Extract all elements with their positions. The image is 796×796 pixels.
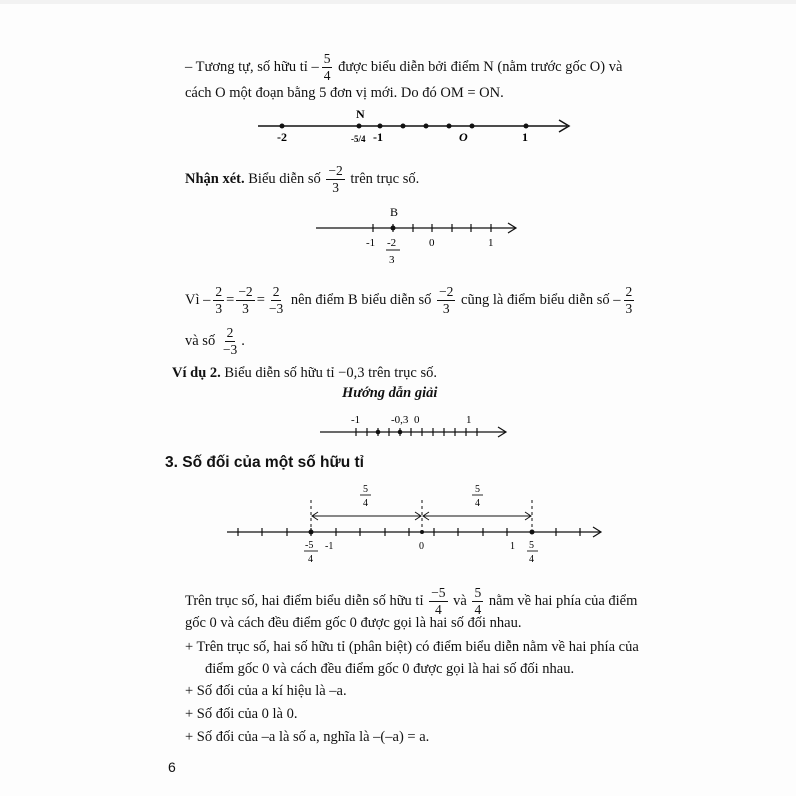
page-number: 6 bbox=[168, 759, 176, 775]
tick-label: -1 bbox=[366, 237, 376, 249]
tick-label-den: 4 bbox=[529, 554, 534, 565]
number-line-2 bbox=[310, 200, 525, 275]
fraction-neg5-4: $\frac{-5}{4}$ bbox=[431, 585, 446, 617]
tick-label: 1 bbox=[466, 414, 472, 426]
number-line-4 bbox=[222, 476, 610, 572]
since-vi: Vì bbox=[185, 291, 200, 308]
number-line-1 bbox=[255, 108, 585, 148]
tick-label-den: 3 bbox=[389, 254, 395, 266]
example2-title: Ví dụ 2. bbox=[172, 365, 221, 381]
remark-text: Biểu diễn số bbox=[248, 170, 321, 187]
tick-point bbox=[470, 124, 475, 129]
tick-label: -1 bbox=[325, 541, 334, 552]
tick-label-origin: O bbox=[459, 130, 468, 144]
tick-label: 1 bbox=[488, 237, 494, 249]
opposite-line1: Trên trục số, hai điểm biểu diễn số hữu tỉ $\frac{-5}{4}$ và $\frac{5}{4}$ nằm về hai phía của điểm bbox=[185, 585, 638, 617]
remark-title: Nhận xét. bbox=[185, 170, 245, 187]
para1-prefix: – Tương tự, số hữu tỉ bbox=[185, 58, 308, 75]
tick-label: -1 bbox=[373, 130, 383, 144]
para1-sign: – bbox=[311, 58, 319, 75]
tick-label: -2 bbox=[277, 130, 287, 144]
tick-point bbox=[357, 124, 362, 129]
bullet-3: + Số đối của 0 là 0. bbox=[185, 706, 298, 722]
point-neg1 bbox=[376, 430, 381, 435]
guide-heading: Hướng dẫn giải bbox=[342, 385, 438, 401]
tick-label: 0 bbox=[414, 414, 420, 426]
fraction: $\frac{2}{3}$ bbox=[625, 284, 633, 316]
number-line-3 bbox=[315, 408, 515, 444]
bullet-2: + Số đối của a kí hiệu là –a. bbox=[185, 683, 347, 699]
fraction: $\frac{-2}{3}$ bbox=[439, 284, 454, 316]
dist-num-left: 5 bbox=[363, 484, 368, 495]
since-line2: và số $\frac{2}{-3}$ . bbox=[185, 325, 245, 357]
fraction: $\frac{2}{3}$ bbox=[215, 284, 223, 316]
tick-label: -1 bbox=[351, 414, 361, 426]
para1-suffix: được biểu diễn bởi điểm N (nằm trước gốc O) và bbox=[338, 58, 623, 75]
fraction-5-4: $\frac{5}{4}$ bbox=[474, 585, 482, 617]
tick-point bbox=[424, 124, 429, 129]
tick-label-num: -5 bbox=[305, 540, 314, 551]
bullet-4: + Số đối của –a là số a, nghĩa là –(–a) = a. bbox=[185, 729, 430, 745]
section-3-heading: 3. Số đối của một số hữu tỉ bbox=[165, 454, 364, 471]
fraction-neg2-3: $\frac{-2}{3}$ bbox=[328, 163, 343, 195]
dist-den-left: 4 bbox=[363, 498, 368, 509]
tick-label: -0,3 bbox=[391, 414, 409, 426]
tick-point bbox=[378, 124, 383, 129]
point-neg03 bbox=[398, 430, 403, 435]
tick-point bbox=[524, 124, 529, 129]
tick-label-den: 4 bbox=[308, 554, 313, 565]
fraction-5-4: $\frac{5}{4}$ bbox=[323, 51, 331, 83]
tick-label-num: 5 bbox=[529, 540, 534, 551]
tick-point bbox=[280, 124, 285, 129]
dist-num-right: 5 bbox=[475, 484, 480, 495]
tick-label-num: -2 bbox=[387, 237, 397, 249]
dist-den-right: 4 bbox=[475, 498, 480, 509]
bullet-1-cont: điểm gốc 0 và cách đều điểm gốc 0 được gọi là hai số đối nhau. bbox=[205, 661, 575, 677]
opposite-line2: gốc 0 và cách đều điểm gốc 0 được gọi là hai số đối nhau. bbox=[185, 615, 522, 631]
tick-label: 0 bbox=[419, 541, 424, 552]
fraction: $\frac{-2}{3}$ bbox=[238, 284, 253, 316]
remark-line bbox=[185, 164, 419, 195]
fraction: $\frac{2}{-3}$ bbox=[268, 284, 284, 316]
para1-line1 bbox=[185, 52, 622, 83]
tick-label: 1 bbox=[510, 541, 515, 552]
bullet-1: + Trên trục số, hai số hữu tỉ (phân biệt) có điểm biểu diễn nằm về hai phía của bbox=[185, 639, 639, 655]
since-line1: Vì – $\frac{2}{3}$ = $\frac{-2}{3}$ = $\frac{2}{-3}$ nên điểm B biểu diễn số $\frac{-2}{3}$ cũng là điểm biểu diễn số – $\frac{2}{3}$ bbox=[185, 284, 633, 316]
scan-top-edge bbox=[0, 0, 796, 4]
point-label-b: B bbox=[390, 205, 399, 219]
example2-text: Biểu diễn số hữu tỉ −0,3 trên trục số. bbox=[224, 365, 437, 381]
tick-label: -5/4 bbox=[351, 134, 366, 144]
tick-label: 1 bbox=[522, 130, 528, 144]
tick-point bbox=[447, 124, 452, 129]
point-label-n: N bbox=[356, 108, 365, 121]
tick-point bbox=[401, 124, 406, 129]
para1-line2: cách O một đoạn bằng 5 đơn vị mới. Do đó OM = ON. bbox=[185, 85, 504, 101]
remark-suffix: trên trục số. bbox=[350, 170, 420, 187]
example2-line bbox=[172, 364, 437, 382]
tick-label: 0 bbox=[429, 237, 435, 249]
fraction: $\frac{2}{-3}$ bbox=[222, 325, 238, 357]
point-b bbox=[391, 226, 396, 231]
